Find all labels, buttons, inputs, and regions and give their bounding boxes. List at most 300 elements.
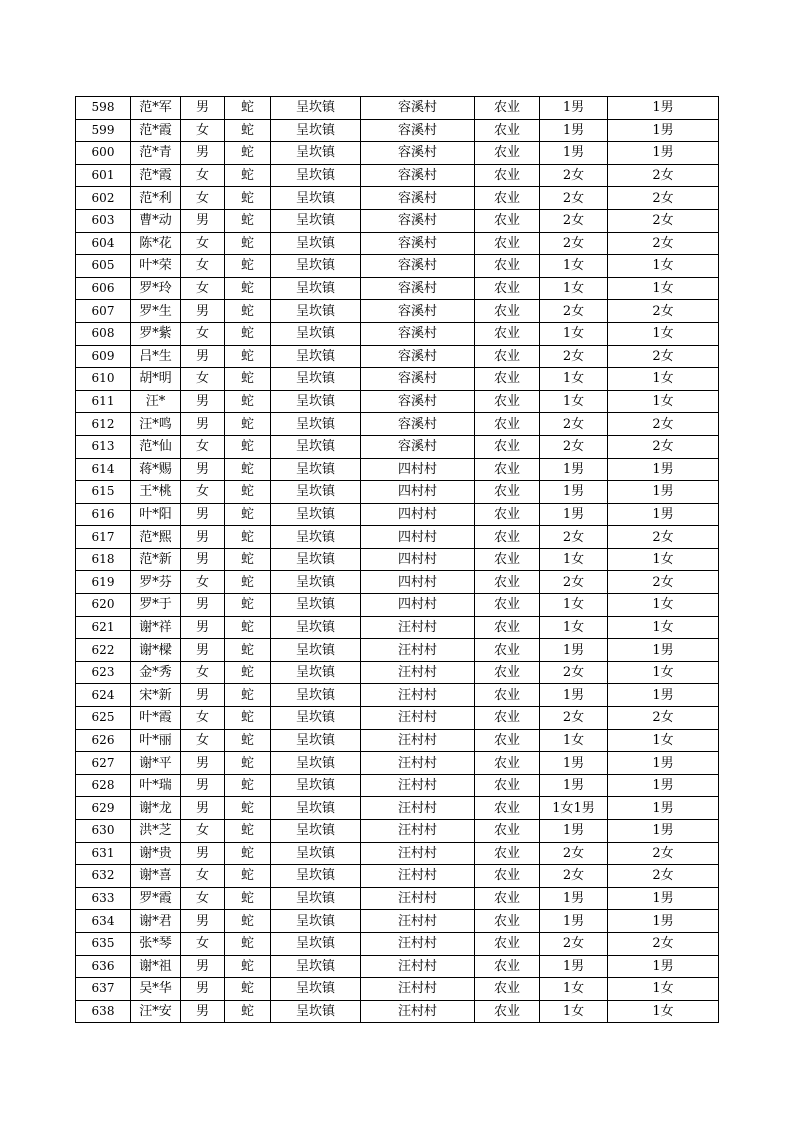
cell-name: 范*军 bbox=[131, 97, 181, 120]
table-row bbox=[76, 345, 719, 368]
cell-children-confirmed: 1男 bbox=[608, 797, 719, 820]
table-row bbox=[76, 277, 719, 300]
cell-children-confirmed: 1男 bbox=[608, 142, 719, 165]
cell-gender: 女 bbox=[181, 368, 225, 391]
cell-children: 1女 bbox=[540, 594, 608, 617]
cell-zodiac: 蛇 bbox=[225, 255, 271, 278]
table-row bbox=[76, 119, 719, 142]
cell-children: 1男 bbox=[540, 955, 608, 978]
cell-village: 汪村村 bbox=[361, 842, 475, 865]
cell-children-confirmed: 1女 bbox=[608, 978, 719, 1001]
cell-town: 呈坎镇 bbox=[271, 187, 361, 210]
table-row bbox=[76, 774, 719, 797]
cell-number: 618 bbox=[76, 548, 131, 571]
cell-gender: 女 bbox=[181, 887, 225, 910]
table-row bbox=[76, 97, 719, 120]
cell-children-confirmed: 2女 bbox=[608, 209, 719, 232]
cell-number: 603 bbox=[76, 209, 131, 232]
cell-village: 汪村村 bbox=[361, 820, 475, 843]
cell-village: 汪村村 bbox=[361, 865, 475, 888]
table-row bbox=[76, 842, 719, 865]
cell-number: 626 bbox=[76, 729, 131, 752]
table-row bbox=[76, 978, 719, 1001]
cell-children: 1女 bbox=[540, 729, 608, 752]
table-row bbox=[76, 887, 719, 910]
cell-number: 632 bbox=[76, 865, 131, 888]
cell-zodiac: 蛇 bbox=[225, 955, 271, 978]
table-row bbox=[76, 639, 719, 662]
cell-children: 1男 bbox=[540, 503, 608, 526]
cell-children-confirmed: 2女 bbox=[608, 300, 719, 323]
cell-children: 2女 bbox=[540, 932, 608, 955]
cell-zodiac: 蛇 bbox=[225, 910, 271, 933]
cell-name: 范*利 bbox=[131, 187, 181, 210]
cell-gender: 女 bbox=[181, 481, 225, 504]
cell-household-type: 农业 bbox=[475, 548, 540, 571]
cell-household-type: 农业 bbox=[475, 842, 540, 865]
cell-household-type: 农业 bbox=[475, 322, 540, 345]
cell-village: 汪村村 bbox=[361, 978, 475, 1001]
cell-zodiac: 蛇 bbox=[225, 1000, 271, 1023]
cell-village: 容溪村 bbox=[361, 232, 475, 255]
cell-zodiac: 蛇 bbox=[225, 481, 271, 504]
cell-town: 呈坎镇 bbox=[271, 142, 361, 165]
cell-zodiac: 蛇 bbox=[225, 594, 271, 617]
cell-town: 呈坎镇 bbox=[271, 910, 361, 933]
cell-village: 容溪村 bbox=[361, 300, 475, 323]
cell-household-type: 农业 bbox=[475, 571, 540, 594]
cell-gender: 男 bbox=[181, 345, 225, 368]
cell-number: 613 bbox=[76, 435, 131, 458]
cell-town: 呈坎镇 bbox=[271, 526, 361, 549]
cell-village: 容溪村 bbox=[361, 390, 475, 413]
cell-town: 呈坎镇 bbox=[271, 797, 361, 820]
cell-number: 622 bbox=[76, 639, 131, 662]
cell-gender: 男 bbox=[181, 639, 225, 662]
cell-children: 1男 bbox=[540, 684, 608, 707]
cell-gender: 女 bbox=[181, 707, 225, 730]
table-row bbox=[76, 481, 719, 504]
cell-gender: 女 bbox=[181, 865, 225, 888]
cell-zodiac: 蛇 bbox=[225, 435, 271, 458]
cell-children: 2女 bbox=[540, 661, 608, 684]
cell-town: 呈坎镇 bbox=[271, 684, 361, 707]
cell-number: 607 bbox=[76, 300, 131, 323]
cell-village: 汪村村 bbox=[361, 752, 475, 775]
cell-gender: 男 bbox=[181, 842, 225, 865]
cell-name: 洪*芝 bbox=[131, 820, 181, 843]
cell-children-confirmed: 1男 bbox=[608, 481, 719, 504]
cell-children: 1男 bbox=[540, 752, 608, 775]
cell-town: 呈坎镇 bbox=[271, 277, 361, 300]
cell-village: 四村村 bbox=[361, 571, 475, 594]
cell-gender: 女 bbox=[181, 932, 225, 955]
cell-children: 1女 bbox=[540, 255, 608, 278]
cell-children: 1男 bbox=[540, 142, 608, 165]
cell-household-type: 农业 bbox=[475, 300, 540, 323]
cell-gender: 女 bbox=[181, 571, 225, 594]
cell-children: 2女 bbox=[540, 526, 608, 549]
table-row bbox=[76, 526, 719, 549]
table-row bbox=[76, 820, 719, 843]
table-row bbox=[76, 255, 719, 278]
cell-village: 汪村村 bbox=[361, 616, 475, 639]
cell-zodiac: 蛇 bbox=[225, 187, 271, 210]
cell-town: 呈坎镇 bbox=[271, 594, 361, 617]
cell-name: 罗*紫 bbox=[131, 322, 181, 345]
table-row bbox=[76, 187, 719, 210]
cell-village: 容溪村 bbox=[361, 435, 475, 458]
cell-zodiac: 蛇 bbox=[225, 232, 271, 255]
cell-zodiac: 蛇 bbox=[225, 503, 271, 526]
cell-name: 叶*霞 bbox=[131, 707, 181, 730]
cell-name: 罗*霞 bbox=[131, 887, 181, 910]
cell-name: 谢*贵 bbox=[131, 842, 181, 865]
cell-town: 呈坎镇 bbox=[271, 164, 361, 187]
table-row bbox=[76, 164, 719, 187]
cell-zodiac: 蛇 bbox=[225, 209, 271, 232]
cell-name: 蒋*赐 bbox=[131, 458, 181, 481]
cell-children-confirmed: 1男 bbox=[608, 639, 719, 662]
table-row bbox=[76, 932, 719, 955]
cell-village: 容溪村 bbox=[361, 119, 475, 142]
cell-children: 1男 bbox=[540, 119, 608, 142]
cell-name: 叶*阳 bbox=[131, 503, 181, 526]
cell-number: 616 bbox=[76, 503, 131, 526]
cell-village: 四村村 bbox=[361, 458, 475, 481]
table-row bbox=[76, 548, 719, 571]
table-row bbox=[76, 390, 719, 413]
cell-name: 谢*平 bbox=[131, 752, 181, 775]
cell-children: 2女 bbox=[540, 164, 608, 187]
cell-number: 620 bbox=[76, 594, 131, 617]
cell-zodiac: 蛇 bbox=[225, 887, 271, 910]
cell-town: 呈坎镇 bbox=[271, 209, 361, 232]
cell-village: 汪村村 bbox=[361, 1000, 475, 1023]
cell-gender: 男 bbox=[181, 413, 225, 436]
cell-zodiac: 蛇 bbox=[225, 548, 271, 571]
cell-children-confirmed: 1男 bbox=[608, 503, 719, 526]
cell-town: 呈坎镇 bbox=[271, 639, 361, 662]
cell-name: 谢*祖 bbox=[131, 955, 181, 978]
cell-name: 罗*芬 bbox=[131, 571, 181, 594]
cell-children-confirmed: 1女 bbox=[608, 661, 719, 684]
cell-children: 2女 bbox=[540, 707, 608, 730]
cell-name: 谢*龙 bbox=[131, 797, 181, 820]
table-row bbox=[76, 797, 719, 820]
table-row bbox=[76, 729, 719, 752]
cell-village: 四村村 bbox=[361, 548, 475, 571]
cell-name: 范*霞 bbox=[131, 119, 181, 142]
cell-children: 2女 bbox=[540, 345, 608, 368]
cell-children: 2女 bbox=[540, 842, 608, 865]
cell-children-confirmed: 1女 bbox=[608, 368, 719, 391]
cell-children-confirmed: 1女 bbox=[608, 255, 719, 278]
cell-household-type: 农业 bbox=[475, 594, 540, 617]
cell-children-confirmed: 2女 bbox=[608, 232, 719, 255]
cell-number: 635 bbox=[76, 932, 131, 955]
cell-number: 615 bbox=[76, 481, 131, 504]
cell-town: 呈坎镇 bbox=[271, 820, 361, 843]
cell-town: 呈坎镇 bbox=[271, 978, 361, 1001]
cell-gender: 女 bbox=[181, 729, 225, 752]
cell-household-type: 农业 bbox=[475, 661, 540, 684]
cell-zodiac: 蛇 bbox=[225, 142, 271, 165]
cell-gender: 男 bbox=[181, 910, 225, 933]
cell-zodiac: 蛇 bbox=[225, 300, 271, 323]
cell-town: 呈坎镇 bbox=[271, 345, 361, 368]
cell-zodiac: 蛇 bbox=[225, 571, 271, 594]
cell-town: 呈坎镇 bbox=[271, 458, 361, 481]
cell-name: 吴*华 bbox=[131, 978, 181, 1001]
cell-number: 619 bbox=[76, 571, 131, 594]
cell-town: 呈坎镇 bbox=[271, 435, 361, 458]
cell-zodiac: 蛇 bbox=[225, 729, 271, 752]
cell-name: 范*霞 bbox=[131, 164, 181, 187]
cell-number: 624 bbox=[76, 684, 131, 707]
cell-household-type: 农业 bbox=[475, 820, 540, 843]
cell-village: 容溪村 bbox=[361, 413, 475, 436]
cell-gender: 女 bbox=[181, 187, 225, 210]
cell-zodiac: 蛇 bbox=[225, 797, 271, 820]
cell-town: 呈坎镇 bbox=[271, 955, 361, 978]
cell-household-type: 农业 bbox=[475, 142, 540, 165]
cell-household-type: 农业 bbox=[475, 707, 540, 730]
cell-town: 呈坎镇 bbox=[271, 368, 361, 391]
cell-town: 呈坎镇 bbox=[271, 1000, 361, 1023]
cell-household-type: 农业 bbox=[475, 481, 540, 504]
cell-name: 吕*生 bbox=[131, 345, 181, 368]
cell-name: 谢*樑 bbox=[131, 639, 181, 662]
cell-household-type: 农业 bbox=[475, 684, 540, 707]
cell-children: 2女 bbox=[540, 187, 608, 210]
cell-children-confirmed: 1男 bbox=[608, 887, 719, 910]
cell-household-type: 农业 bbox=[475, 458, 540, 481]
table-row bbox=[76, 413, 719, 436]
cell-children-confirmed: 2女 bbox=[608, 413, 719, 436]
cell-number: 601 bbox=[76, 164, 131, 187]
cell-gender: 女 bbox=[181, 232, 225, 255]
cell-village: 容溪村 bbox=[361, 368, 475, 391]
cell-village: 汪村村 bbox=[361, 774, 475, 797]
cell-children-confirmed: 1男 bbox=[608, 458, 719, 481]
cell-name: 汪* bbox=[131, 390, 181, 413]
cell-gender: 男 bbox=[181, 458, 225, 481]
table-row bbox=[76, 1000, 719, 1023]
cell-children-confirmed: 1男 bbox=[608, 910, 719, 933]
cell-children: 2女 bbox=[540, 232, 608, 255]
cell-children-confirmed: 2女 bbox=[608, 865, 719, 888]
cell-town: 呈坎镇 bbox=[271, 571, 361, 594]
cell-gender: 男 bbox=[181, 526, 225, 549]
cell-number: 610 bbox=[76, 368, 131, 391]
cell-zodiac: 蛇 bbox=[225, 97, 271, 120]
cell-household-type: 农业 bbox=[475, 774, 540, 797]
cell-name: 罗*于 bbox=[131, 594, 181, 617]
cell-children-confirmed: 1女 bbox=[608, 390, 719, 413]
cell-name: 谢*君 bbox=[131, 910, 181, 933]
cell-town: 呈坎镇 bbox=[271, 616, 361, 639]
cell-town: 呈坎镇 bbox=[271, 119, 361, 142]
cell-zodiac: 蛇 bbox=[225, 639, 271, 662]
cell-children: 1女 bbox=[540, 1000, 608, 1023]
cell-children-confirmed: 1男 bbox=[608, 752, 719, 775]
cell-gender: 男 bbox=[181, 774, 225, 797]
cell-number: 609 bbox=[76, 345, 131, 368]
cell-household-type: 农业 bbox=[475, 752, 540, 775]
cell-household-type: 农业 bbox=[475, 390, 540, 413]
cell-gender: 女 bbox=[181, 164, 225, 187]
cell-household-type: 农业 bbox=[475, 255, 540, 278]
cell-number: 627 bbox=[76, 752, 131, 775]
cell-name: 张*琴 bbox=[131, 932, 181, 955]
cell-village: 汪村村 bbox=[361, 639, 475, 662]
cell-gender: 男 bbox=[181, 300, 225, 323]
cell-gender: 男 bbox=[181, 616, 225, 639]
cell-household-type: 农业 bbox=[475, 797, 540, 820]
cell-number: 629 bbox=[76, 797, 131, 820]
cell-children: 1女 bbox=[540, 390, 608, 413]
cell-village: 汪村村 bbox=[361, 932, 475, 955]
cell-children-confirmed: 1女 bbox=[608, 594, 719, 617]
registry-table-body bbox=[76, 97, 719, 1023]
cell-village: 汪村村 bbox=[361, 661, 475, 684]
cell-name: 罗*玲 bbox=[131, 277, 181, 300]
cell-household-type: 农业 bbox=[475, 345, 540, 368]
cell-children: 1女 bbox=[540, 548, 608, 571]
cell-children-confirmed: 1女 bbox=[608, 277, 719, 300]
cell-household-type: 农业 bbox=[475, 277, 540, 300]
cell-number: 599 bbox=[76, 119, 131, 142]
cell-children: 1男 bbox=[540, 97, 608, 120]
cell-number: 631 bbox=[76, 842, 131, 865]
cell-zodiac: 蛇 bbox=[225, 345, 271, 368]
cell-children: 1男 bbox=[540, 639, 608, 662]
table-row bbox=[76, 955, 719, 978]
cell-number: 598 bbox=[76, 97, 131, 120]
cell-village: 四村村 bbox=[361, 503, 475, 526]
cell-town: 呈坎镇 bbox=[271, 322, 361, 345]
cell-gender: 男 bbox=[181, 684, 225, 707]
cell-town: 呈坎镇 bbox=[271, 932, 361, 955]
cell-zodiac: 蛇 bbox=[225, 932, 271, 955]
cell-children: 1男 bbox=[540, 910, 608, 933]
cell-town: 呈坎镇 bbox=[271, 661, 361, 684]
cell-household-type: 农业 bbox=[475, 368, 540, 391]
cell-number: 608 bbox=[76, 322, 131, 345]
cell-gender: 男 bbox=[181, 594, 225, 617]
table-row bbox=[76, 684, 719, 707]
cell-children: 1女 bbox=[540, 368, 608, 391]
cell-village: 容溪村 bbox=[361, 209, 475, 232]
cell-children: 2女 bbox=[540, 571, 608, 594]
table-row bbox=[76, 458, 719, 481]
cell-name: 范*仙 bbox=[131, 435, 181, 458]
cell-number: 633 bbox=[76, 887, 131, 910]
cell-village: 四村村 bbox=[361, 481, 475, 504]
cell-zodiac: 蛇 bbox=[225, 390, 271, 413]
cell-household-type: 农业 bbox=[475, 97, 540, 120]
cell-name: 罗*生 bbox=[131, 300, 181, 323]
cell-town: 呈坎镇 bbox=[271, 503, 361, 526]
cell-children-confirmed: 1男 bbox=[608, 955, 719, 978]
cell-children-confirmed: 1女 bbox=[608, 616, 719, 639]
cell-children: 1男 bbox=[540, 458, 608, 481]
cell-number: 628 bbox=[76, 774, 131, 797]
cell-village: 汪村村 bbox=[361, 887, 475, 910]
table-row bbox=[76, 368, 719, 391]
cell-children: 2女 bbox=[540, 413, 608, 436]
cell-town: 呈坎镇 bbox=[271, 842, 361, 865]
cell-village: 汪村村 bbox=[361, 729, 475, 752]
cell-name: 范*新 bbox=[131, 548, 181, 571]
cell-gender: 男 bbox=[181, 752, 225, 775]
cell-name: 范*青 bbox=[131, 142, 181, 165]
cell-number: 637 bbox=[76, 978, 131, 1001]
cell-zodiac: 蛇 bbox=[225, 368, 271, 391]
cell-children-confirmed: 2女 bbox=[608, 707, 719, 730]
cell-gender: 男 bbox=[181, 142, 225, 165]
cell-children: 1男 bbox=[540, 820, 608, 843]
cell-children: 1女 bbox=[540, 616, 608, 639]
cell-town: 呈坎镇 bbox=[271, 390, 361, 413]
cell-zodiac: 蛇 bbox=[225, 752, 271, 775]
cell-zodiac: 蛇 bbox=[225, 842, 271, 865]
cell-children: 2女 bbox=[540, 300, 608, 323]
cell-town: 呈坎镇 bbox=[271, 300, 361, 323]
cell-household-type: 农业 bbox=[475, 865, 540, 888]
cell-zodiac: 蛇 bbox=[225, 820, 271, 843]
cell-village: 汪村村 bbox=[361, 910, 475, 933]
cell-name: 金*秀 bbox=[131, 661, 181, 684]
table-row bbox=[76, 661, 719, 684]
cell-name: 范*熙 bbox=[131, 526, 181, 549]
table-row bbox=[76, 503, 719, 526]
cell-children: 1男 bbox=[540, 481, 608, 504]
cell-household-type: 农业 bbox=[475, 164, 540, 187]
cell-children-confirmed: 1男 bbox=[608, 774, 719, 797]
cell-gender: 女 bbox=[181, 322, 225, 345]
cell-household-type: 农业 bbox=[475, 910, 540, 933]
registry-table bbox=[75, 96, 719, 1023]
cell-household-type: 农业 bbox=[475, 978, 540, 1001]
cell-household-type: 农业 bbox=[475, 209, 540, 232]
cell-name: 叶*瑞 bbox=[131, 774, 181, 797]
cell-gender: 男 bbox=[181, 503, 225, 526]
cell-town: 呈坎镇 bbox=[271, 887, 361, 910]
cell-gender: 女 bbox=[181, 277, 225, 300]
cell-gender: 男 bbox=[181, 390, 225, 413]
cell-village: 汪村村 bbox=[361, 707, 475, 730]
cell-children-confirmed: 2女 bbox=[608, 842, 719, 865]
cell-number: 634 bbox=[76, 910, 131, 933]
cell-zodiac: 蛇 bbox=[225, 413, 271, 436]
cell-children-confirmed: 2女 bbox=[608, 345, 719, 368]
cell-village: 四村村 bbox=[361, 594, 475, 617]
table-row bbox=[76, 594, 719, 617]
cell-number: 630 bbox=[76, 820, 131, 843]
cell-children: 1女1男 bbox=[540, 797, 608, 820]
cell-children: 2女 bbox=[540, 865, 608, 888]
table-row bbox=[76, 322, 719, 345]
cell-gender: 男 bbox=[181, 797, 225, 820]
cell-household-type: 农业 bbox=[475, 616, 540, 639]
cell-children-confirmed: 2女 bbox=[608, 932, 719, 955]
cell-gender: 女 bbox=[181, 255, 225, 278]
cell-town: 呈坎镇 bbox=[271, 729, 361, 752]
cell-name: 谢*祥 bbox=[131, 616, 181, 639]
cell-children-confirmed: 1男 bbox=[608, 820, 719, 843]
